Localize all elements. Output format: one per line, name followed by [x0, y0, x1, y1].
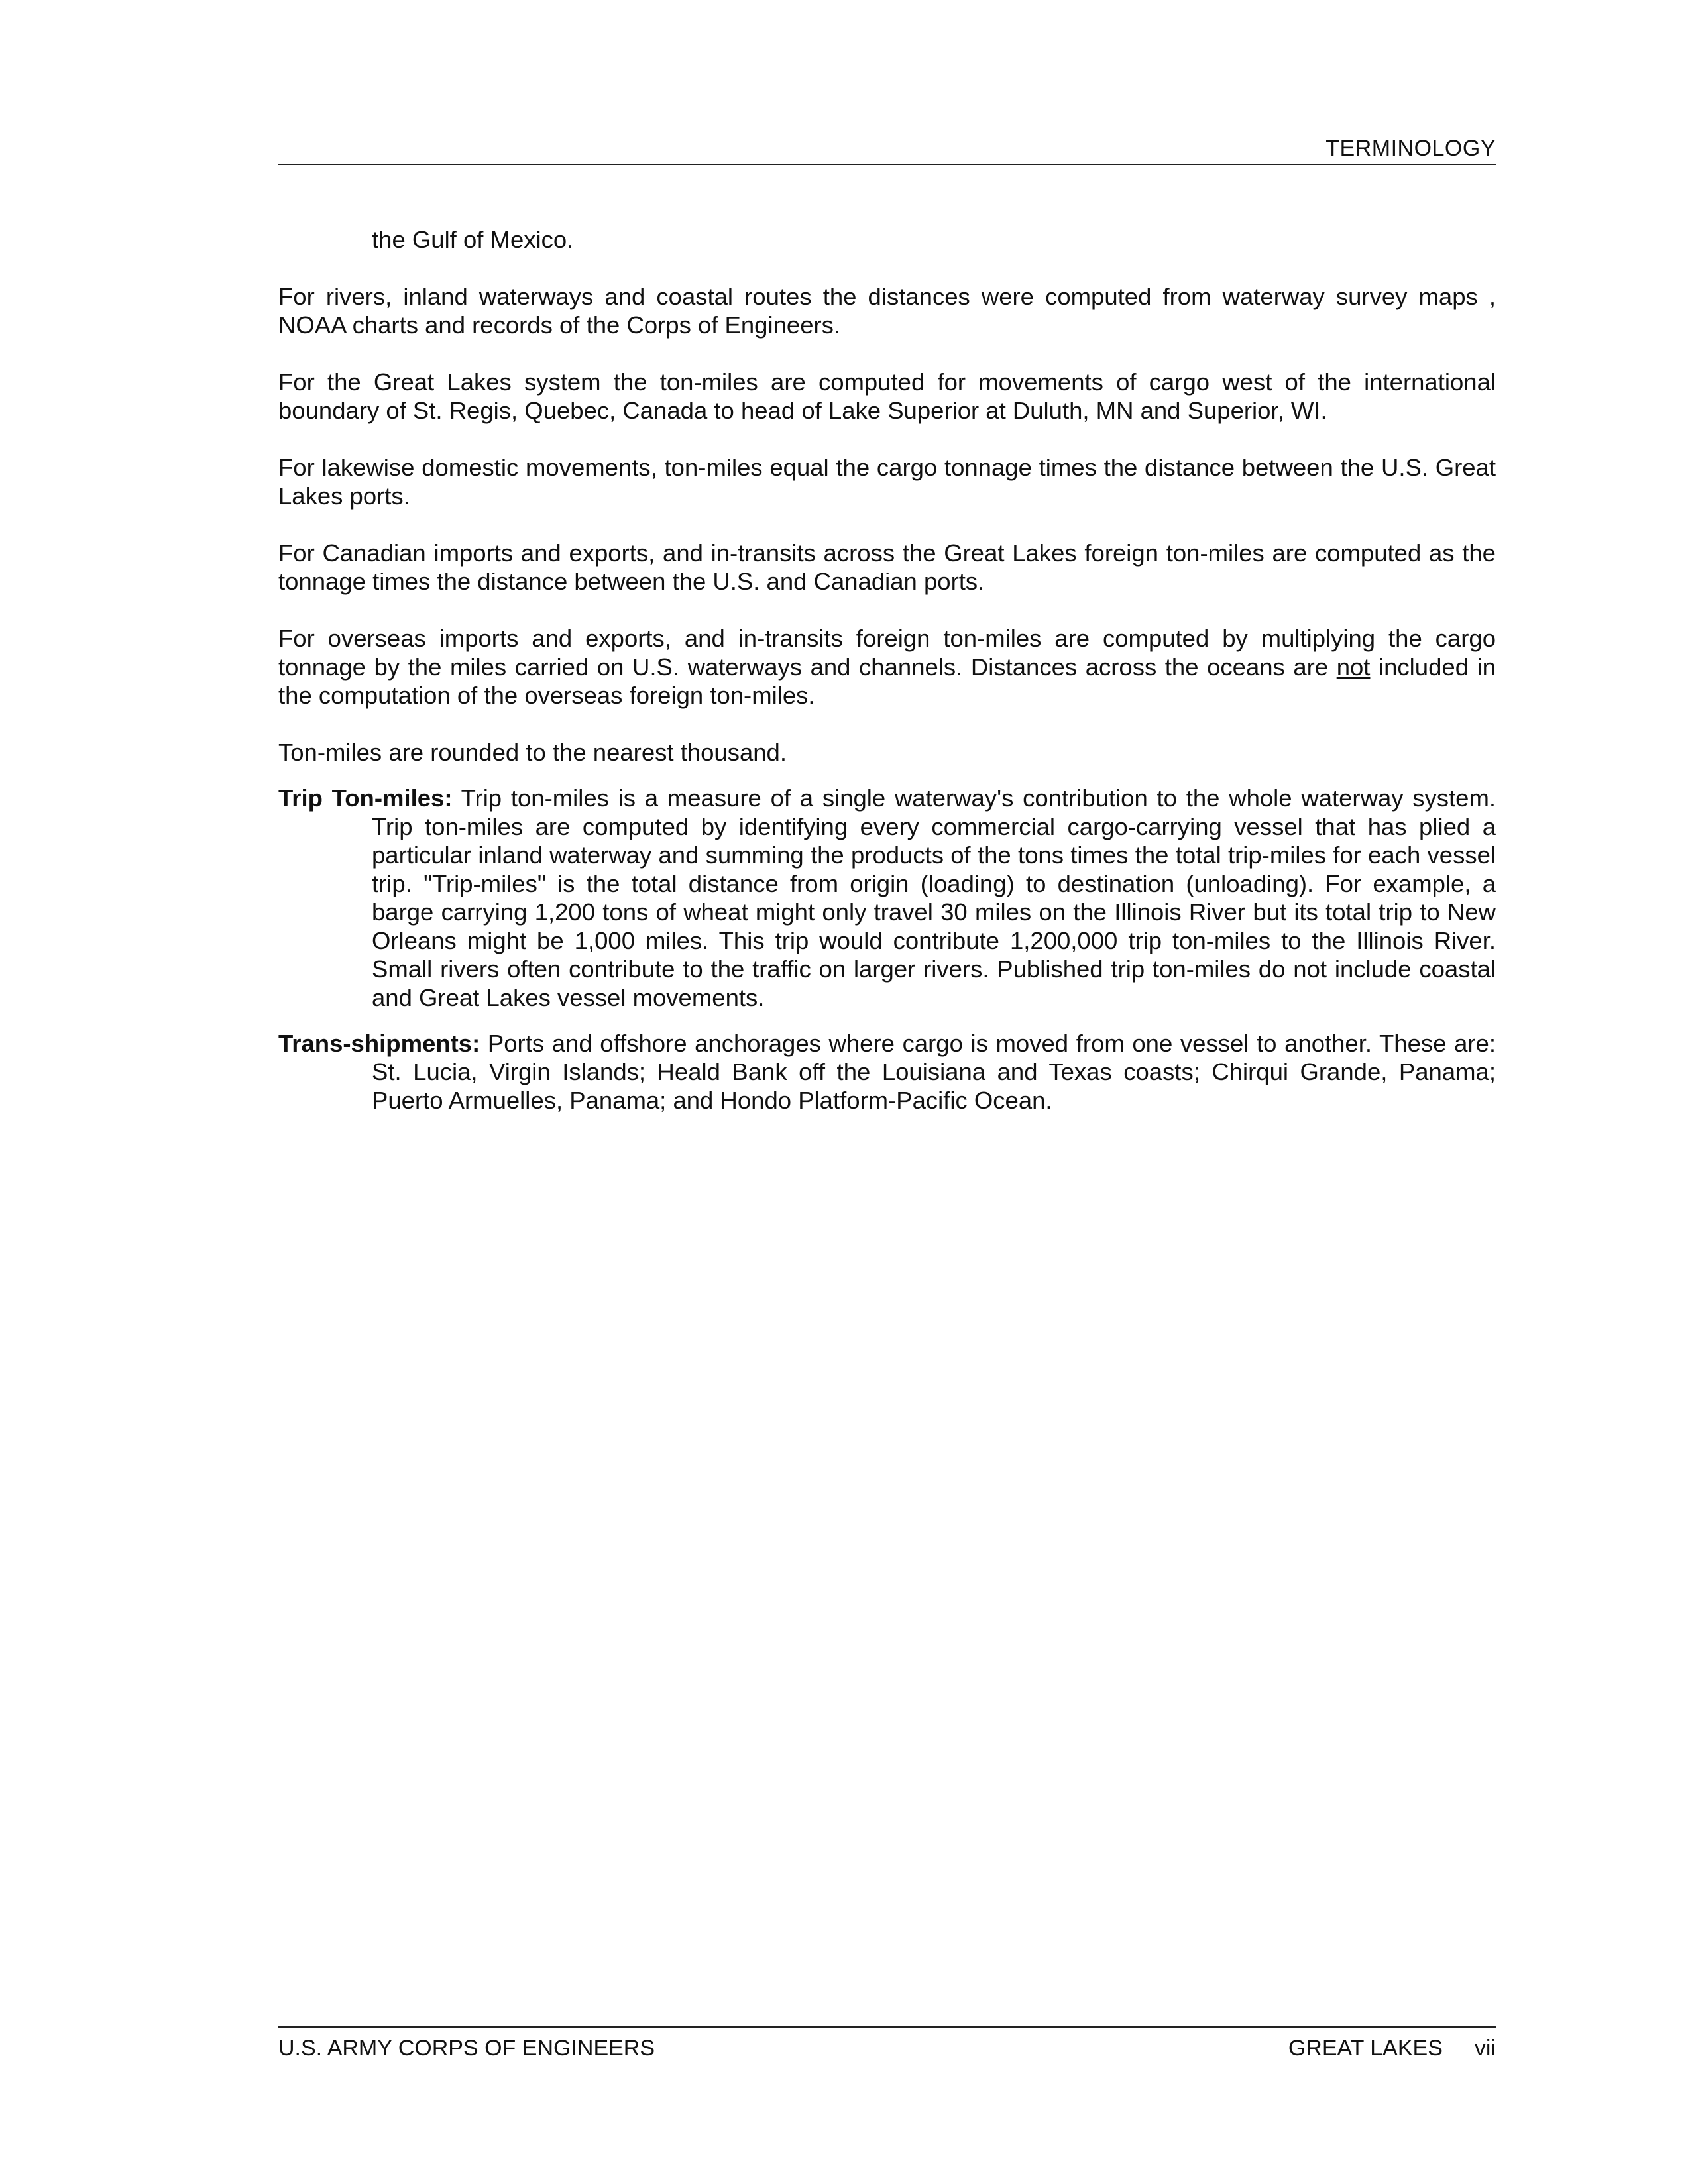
footer-organization: U.S. ARMY CORPS OF ENGINEERS	[278, 2036, 655, 2061]
document-body	[278, 225, 1496, 1132]
definition-term: Trans-shipments:	[278, 1030, 480, 1057]
paragraph-overseas	[278, 624, 1496, 710]
overseas-text-start: For overseas imports and exports, and in-transits foreign ton-miles are computed by multiplying the cargo tonnage by the miles carried on U.S. waterways and channels. Distances across the oceans are	[278, 625, 1496, 681]
paragraph-rivers: For rivers, inland waterways and coastal routes the distances were computed from waterway survey maps , NOAA charts and records of the Corps of Engineers.	[278, 283, 1496, 339]
paragraph-great-lakes: For the Great Lakes system the ton-miles are computed for movements of cargo west of the international boundary of St. Regis, Quebec, Canada to head of Lake Superior at Duluth, MN and Superior, WI.	[278, 368, 1496, 424]
running-header: TERMINOLOGY	[1325, 136, 1496, 161]
definition-trip-ton-miles	[278, 784, 1496, 1012]
continuation-text: the Gulf of Mexico.	[372, 226, 574, 253]
underlined-word: not	[1336, 653, 1371, 681]
footer-section-title: GREAT LAKES	[1288, 2036, 1443, 2061]
definition-trans-shipments	[278, 1029, 1496, 1115]
definition-text: Ports and offshore anchorages where cargo is moved from one vessel to another. These are: St. Lucia, Virgin Islands; Heald Bank off the Louisiana and Texas coasts; Chirqui Grande, Panama; Puerto Armuelles, Panama; and Hondo Platform-Pacific Ocean.	[372, 1030, 1496, 1114]
page-number: vii	[1474, 2036, 1496, 2061]
definition-term: Trip Ton-miles:	[278, 785, 453, 812]
paragraph-canadian: For Canadian imports and exports, and in-transits across the Great Lakes foreign ton-miles are computed as the tonnage times the distance between the U.S. and Canadian ports.	[278, 539, 1496, 595]
paragraph-lakewise: For lakewise domestic movements, ton-miles equal the cargo tonnage times the distance between the U.S. Great Lakes ports.	[278, 454, 1496, 510]
header-rule	[278, 164, 1496, 165]
paragraph-rounding: Ton-miles are rounded to the nearest thousand.	[278, 739, 787, 766]
overseas-text-end: included in the computation of the overseas foreign ton-miles.	[278, 653, 1496, 709]
footer-section	[1288, 2036, 1496, 2061]
definition-text: Trip ton-miles is a measure of a single waterway's contribution to the whole waterway system. Trip ton-miles are computed by identifying every commercial cargo-carrying vessel that has plied a particular inland waterway and summing the products of the tons times the total trip-miles for each vessel trip. "Trip-miles" is the total distance from origin (loading) to destination (unloading). For example, a barge carrying 1,200 tons of wheat might only travel 30 miles on the Illinois River but its total trip to New Orleans might be 1,000 miles. This trip would contribute 1,200,000 trip ton-miles to the Illinois River. Small rivers often contribute to the traffic on larger rivers. Published trip ton-miles do not include coastal and Great Lakes vessel movements.	[372, 785, 1496, 1011]
footer-rule	[278, 2026, 1496, 2028]
